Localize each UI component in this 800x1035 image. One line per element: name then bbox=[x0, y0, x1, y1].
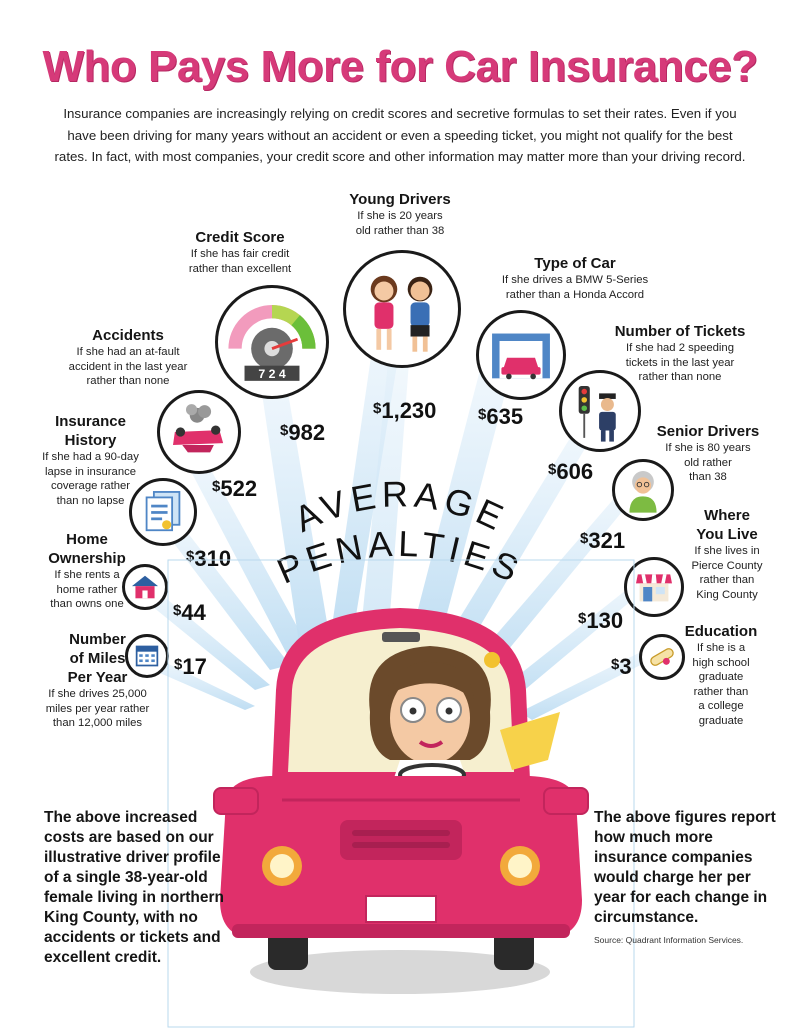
where-you-live-title: You Live bbox=[696, 526, 758, 543]
note-line: costs are based on our bbox=[44, 829, 214, 846]
amount-value: 635 bbox=[486, 404, 524, 429]
home-ownership-title: Ownership bbox=[48, 550, 126, 567]
note-line: circumstance. bbox=[594, 909, 699, 926]
intro-text: Insurance companies are increasingly relying on credit scores and secretive formulas to set their rates. Even if you have been driving for many years without an accident or even a speeding ticket, you might not qualify for the best rates. In fact, with most companies, your credit score and other information may matter more than your driving record. bbox=[54, 106, 746, 164]
amount-value: 44 bbox=[181, 600, 206, 625]
note-line: illustrative driver profile bbox=[44, 849, 221, 866]
home-ownership-title: Home bbox=[66, 531, 108, 548]
miles-title: Per Year bbox=[67, 669, 128, 686]
education-desc: graduate bbox=[698, 714, 744, 727]
gauge-digits: 7 2 4 bbox=[258, 367, 286, 381]
page-title: Who Pays More for Car Insurance? bbox=[42, 42, 758, 91]
tickets-desc: If she had 2 speeding bbox=[625, 342, 735, 354]
credit-score-desc: If she has fair credit bbox=[190, 248, 290, 260]
education-desc: rather than bbox=[693, 685, 749, 698]
education-title: Education bbox=[684, 623, 758, 640]
note-line: insurance companies bbox=[594, 849, 753, 866]
note-line: excellent credit. bbox=[44, 949, 162, 966]
young-drivers-desc: If she is 20 years bbox=[357, 210, 443, 222]
young-drivers-desc: old rather than 38 bbox=[355, 224, 445, 237]
tickets-title: Number of Tickets bbox=[614, 323, 746, 340]
education-desc: graduate bbox=[698, 671, 744, 683]
senior-drivers-desc: If she is 80 years bbox=[665, 442, 751, 454]
miles-desc: If she drives 25,000 bbox=[48, 688, 147, 700]
figures-explanation-note bbox=[594, 808, 784, 928]
heading-line-1: AVERAGE bbox=[288, 473, 514, 540]
insurance-history-title: Insurance bbox=[55, 413, 126, 430]
source-citation: Source: Quadrant Information Services. bbox=[594, 935, 744, 945]
tickets-desc: tickets in the last year bbox=[625, 356, 735, 369]
amount-value: 606 bbox=[556, 459, 594, 484]
note-line: accidents or tickets and bbox=[44, 929, 221, 946]
currency-symbol: $ bbox=[173, 602, 182, 619]
where-you-live-desc: rather than bbox=[699, 574, 755, 586]
miles-desc: than 12,000 miles bbox=[52, 717, 143, 729]
home-ownership-desc: than owns one bbox=[50, 598, 124, 610]
note-line: The above increased bbox=[44, 809, 198, 826]
note-line: of a single 38-year-old bbox=[44, 869, 208, 886]
credit-score-desc: rather than excellent bbox=[188, 262, 292, 275]
amount-value: 3 bbox=[619, 654, 632, 679]
accidents-desc: If she had an at-fault bbox=[76, 346, 180, 358]
insurance-history-desc: coverage rather bbox=[50, 480, 131, 492]
education-desc: If she is a bbox=[696, 642, 746, 654]
credit-score-title: Credit Score bbox=[195, 229, 285, 246]
insurance-history-desc: If she had a 90-day bbox=[42, 451, 139, 463]
currency-symbol: $ bbox=[578, 610, 587, 627]
type-of-car-title: Type of Car bbox=[534, 255, 616, 272]
amount-value: 310 bbox=[194, 546, 232, 571]
insurance-history-desc: than no lapse bbox=[56, 494, 125, 507]
senior-drivers-title: Senior Drivers bbox=[656, 423, 760, 440]
amount-value: 982 bbox=[288, 420, 326, 445]
amount-value: 522 bbox=[220, 476, 258, 501]
accidents-desc: accident in the last year bbox=[68, 360, 188, 373]
type-of-car-desc: rather than a Honda Accord bbox=[505, 288, 645, 301]
education-desc: high school bbox=[692, 656, 750, 669]
miles-title: of Miles bbox=[69, 650, 126, 667]
note-line: female living in northern bbox=[44, 889, 224, 906]
where-you-live-desc: King County bbox=[696, 588, 758, 601]
miles-desc: miles per year rather bbox=[45, 702, 150, 715]
insurance-history-title: History bbox=[64, 432, 117, 449]
young-drivers-title: Young Drivers bbox=[349, 191, 451, 208]
currency-symbol: $ bbox=[280, 422, 289, 439]
senior-drivers-desc: than 38 bbox=[689, 471, 727, 483]
tickets-desc: rather than none bbox=[638, 371, 722, 383]
currency-symbol: $ bbox=[611, 656, 620, 673]
currency-symbol: $ bbox=[373, 400, 382, 417]
accidents-title: Accidents bbox=[92, 327, 164, 344]
note-line: would charge her per bbox=[594, 869, 751, 886]
amount-value: 1,230 bbox=[381, 398, 437, 423]
amount-value: 17 bbox=[182, 654, 207, 679]
senior-drivers-desc: old rather bbox=[684, 456, 732, 469]
note-line: year for each change in bbox=[594, 889, 768, 906]
currency-symbol: $ bbox=[186, 548, 195, 565]
driver-profile-note bbox=[44, 808, 244, 968]
currency-symbol: $ bbox=[478, 406, 487, 423]
miles-title: Number bbox=[69, 631, 126, 648]
where-you-live-desc: If she lives in bbox=[694, 545, 760, 557]
currency-symbol: $ bbox=[580, 530, 589, 547]
where-you-live-title: Where bbox=[704, 507, 750, 524]
where-you-live-desc: Pierce County bbox=[691, 559, 763, 572]
home-ownership-desc: home rather bbox=[56, 583, 118, 596]
note-line: The above figures report bbox=[594, 809, 776, 826]
type-of-car-desc: If she drives a BMW 5-Series bbox=[501, 274, 649, 286]
education-desc: a college bbox=[698, 700, 744, 712]
note-line: how much more bbox=[594, 829, 713, 846]
accidents-desc: rather than none bbox=[86, 375, 170, 387]
currency-symbol: $ bbox=[174, 656, 183, 673]
note-line: King County, with no bbox=[44, 909, 198, 926]
home-ownership-desc: If she rents a bbox=[54, 569, 120, 581]
currency-symbol: $ bbox=[548, 461, 557, 478]
insurance-history-desc: lapse in insurance bbox=[44, 465, 137, 478]
heading-line-2: PENALTIES bbox=[270, 522, 530, 592]
amount-value: 321 bbox=[588, 528, 626, 553]
amount-value: 130 bbox=[586, 608, 624, 633]
currency-symbol: $ bbox=[212, 478, 221, 495]
